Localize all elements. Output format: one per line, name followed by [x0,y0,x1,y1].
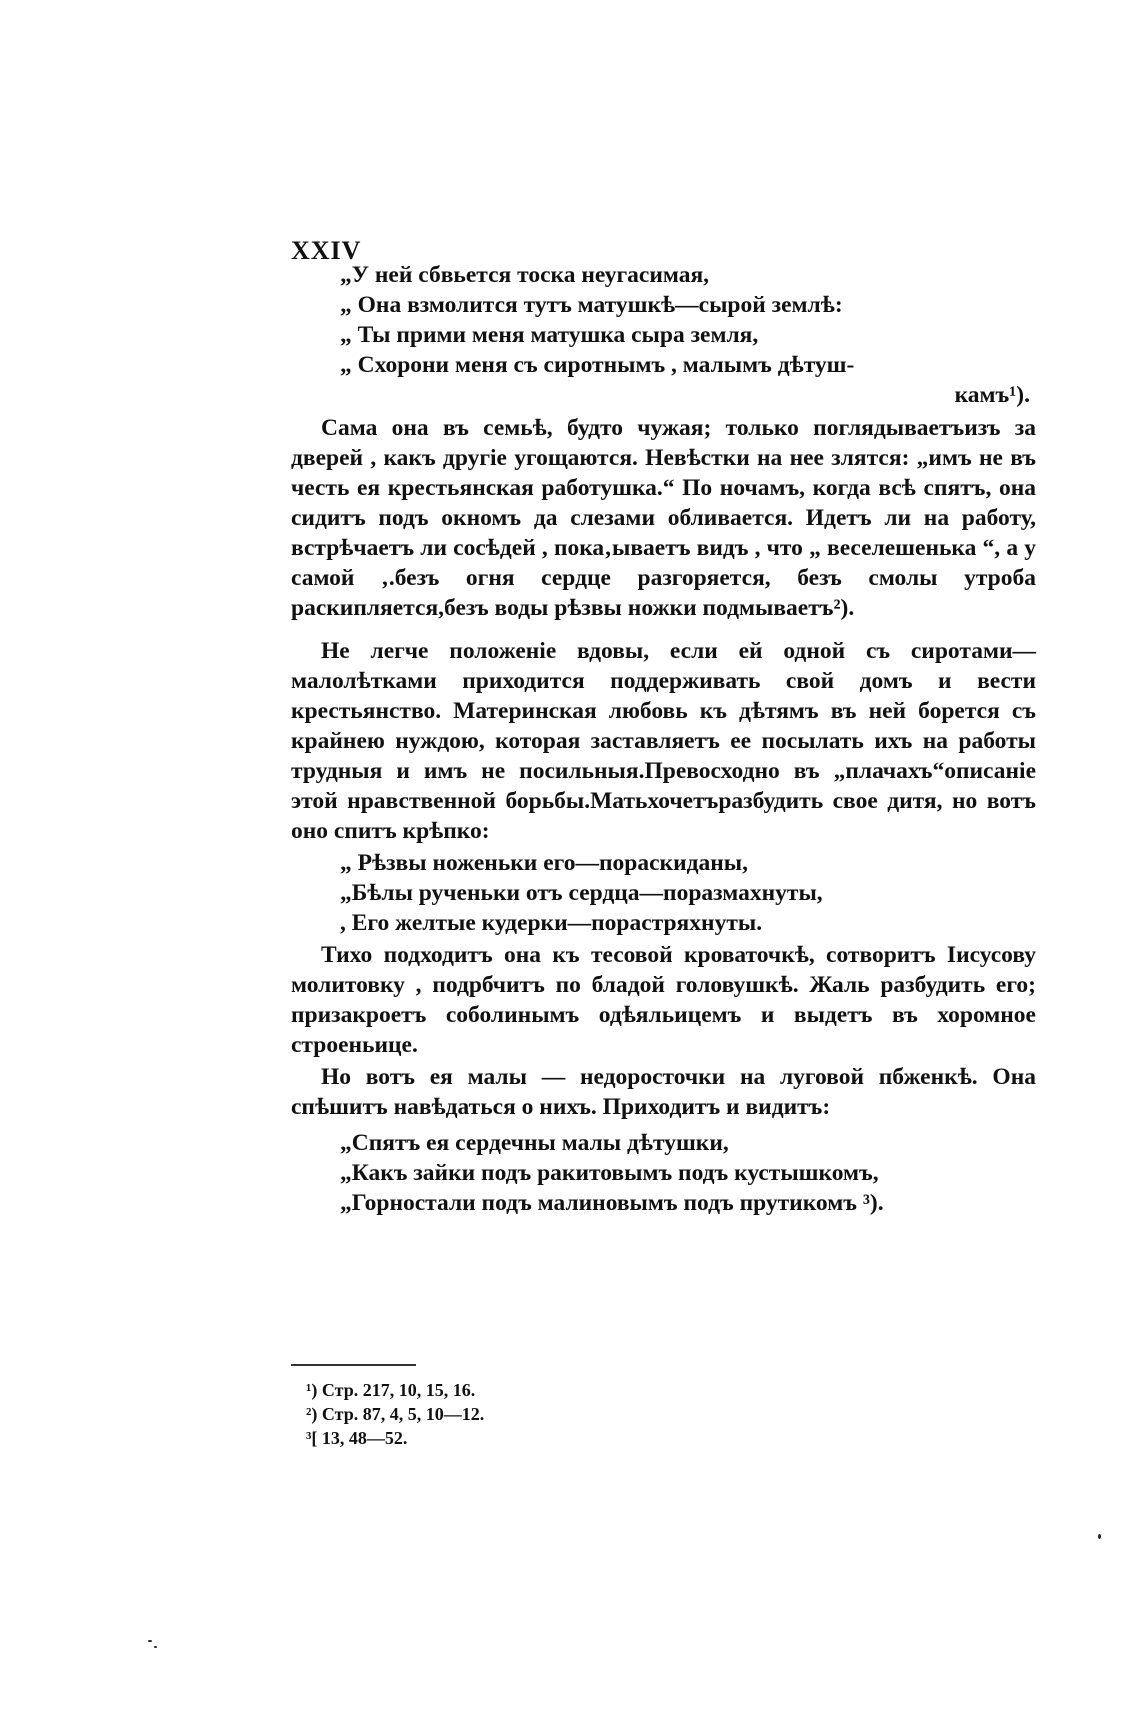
footnote-2: ²) Стр. 87, 4, 5, 10—12. [306,1404,485,1424]
scan-speck [148,1640,152,1642]
paragraph-text: Не легче положеніе вдовы, если ей одной съ сиротами—малолѣтками приходится поддерживать свой домъ и вести крестьянство. Материнская любовь къ дѣтямъ въ ней борется съ крайнею нуждою, которая заставляетъ ее посылать ихъ на работы трудныя и имъ не посильныя.Превосходно въ „плачахъ“описаніе этой нравственной борьбы.Матьхочетъразбудить свое дитя, но вотъ оно спитъ крѣпко: [291,638,1036,844]
verse-line: „Какъ зайки подъ ракитовымъ подъ кустышкомъ, [340,1160,879,1186]
footnote-3: ³[ 13, 48—52. [306,1428,408,1448]
paragraph-text: Сама она въ семьѣ, будто чужая; только поглядываетъизъ за дверей , какъ другіе угощаются. Невѣстки на нее злятся: „имъ не въ честь ея крестьянская работушка.“ По ночамъ, когда всѣ спятъ, она сидитъ подъ окномъ да слезами обливается. Идетъ ли на работу, встрѣчаетъ ли сосѣдей , пока‚ываетъ видъ , что „ веселешенька “, а у самой ‚.безъ огня сердце разгоряется, безъ смолы утроба раскипляется,безъ воды рѣзвы ножки подмываетъ²). [291,415,1036,621]
verse-block-1 [340,260,1040,410]
verse-line: „Спятъ ея сердечны малы дѣтушки, [340,1130,729,1156]
verse-line: „ Ты прими меня матушка сыра земля, [340,322,759,348]
paragraph-3 [291,940,1036,1060]
verse-line: „ Рѣзвы ноженьки его—пораскиданы, [340,850,749,876]
verse-line: „Бѣлы рученьки отъ сердца—поразмахнуты, [340,880,823,906]
scan-speck [1098,1534,1101,1539]
verse-block-3 [340,1128,1040,1218]
scan-speck [154,1646,157,1648]
paragraph-text: Тихо подходитъ она къ тесовой кроваточкѣ, сотворитъ Іисусову молитовку , подрбчитъ по бладой головушкѣ. Жаль разбудить его; призакроетъ соболинымъ одѣяльицемъ и выдетъ въ хоромное строеньице. [291,942,1036,1058]
footnote-divider [291,1364,416,1366]
verse-line: , Его желтые кудерки—порастряхнуты. [340,910,763,936]
paragraph-text: Но вотъ ея малы — недоросточки на луговой пбженкѣ. Она спѣшитъ навѣдаться о нихъ. Приходитъ и видитъ: [291,1064,1036,1120]
verse-block-2 [340,848,1040,938]
paragraph-1 [291,413,1036,623]
page-number: XXIV [291,236,362,265]
footnote-1: ¹) Стр. 217, 10, 15, 16. [306,1380,476,1400]
verse-line: камъ¹). [954,382,1030,408]
verse-line: „Горностали подъ малиновымъ подъ прутикомъ ³). [340,1190,884,1216]
footnotes [306,1378,484,1450]
paragraph-4 [291,1062,1036,1122]
verse-line: „ Схорони меня съ сиротнымъ , малымъ дѣтуш- [340,352,855,378]
verse-line: „ Она взмолится тутъ матушкѣ—сырой землѣ: [340,292,843,318]
verse-line: „У ней сбвьется тоска неугасимая, [340,262,710,288]
paragraph-2 [291,636,1036,846]
